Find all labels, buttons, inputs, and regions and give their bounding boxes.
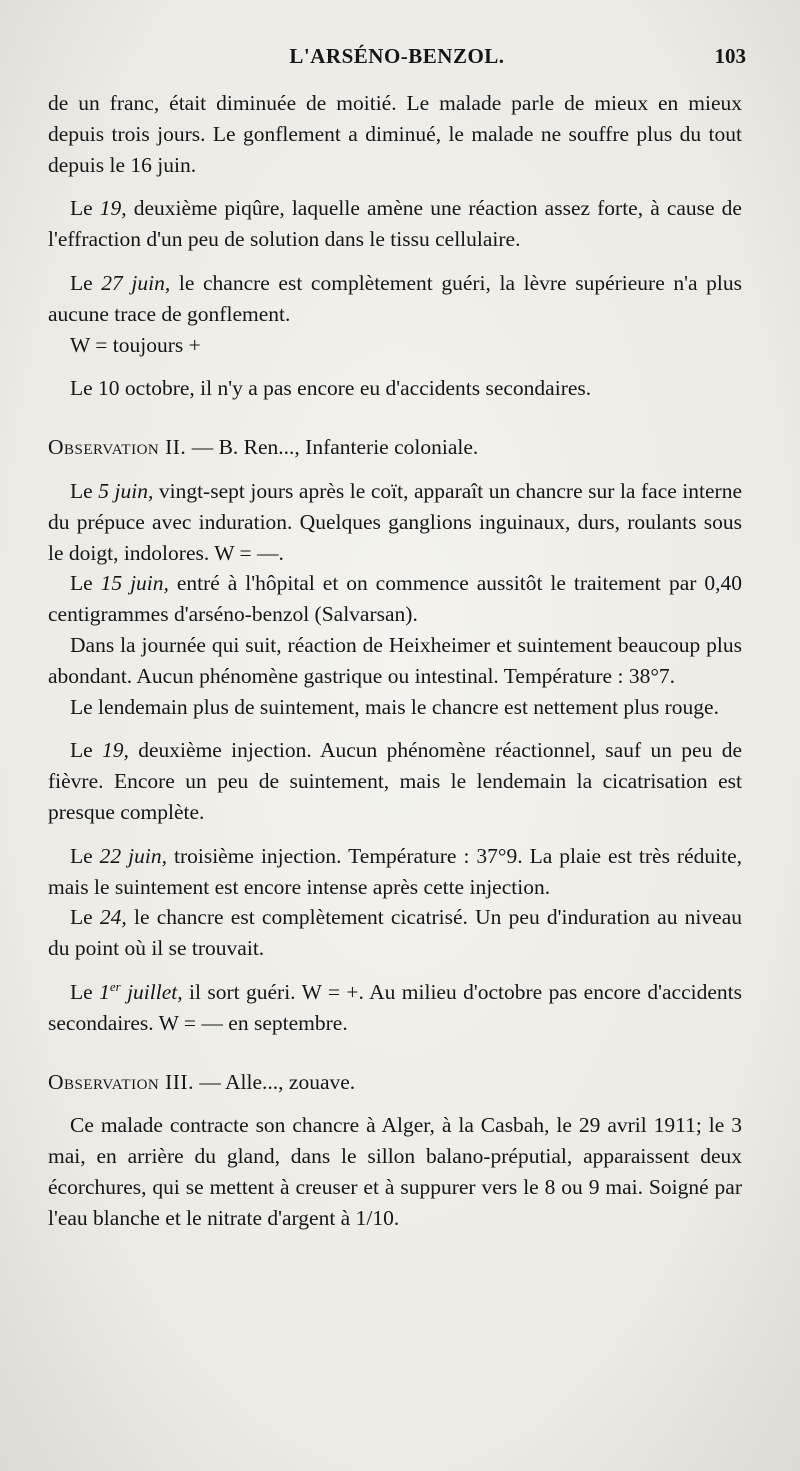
paragraph-second-injection-2 [48,735,742,827]
date: 15 juin, [100,571,169,596]
date-number: 1 [99,979,110,1004]
text: le chancre est complètement guéri, la lèvre supérieure n'a plus aucune trace de gonflement. [48,270,742,326]
running-title: L'ARSÉNO-BENZOL. [289,44,505,68]
wassermann-result: W = toujours + [70,332,201,357]
paragraph-treatment [48,568,742,630]
text: entré à l'hôpital et on commence aussitôt le traitement par 0,40 centigrammes d'arséno-benzol (Salvarsan). [48,571,742,627]
date [99,980,183,1004]
text: Le [70,571,101,596]
date: 5 juin, [98,478,154,503]
text: deuxième piqûre, laquelle amène une réaction assez forte, à cause de l'effraction d'un peu de solution dans le tissu cellulaire. [48,196,742,252]
date-month: juillet, [120,979,183,1004]
paragraph-healed [48,268,742,330]
paragraph-reaction: Dans la journée qui suit, réaction de Heixheimer et suintement beaucoup plus abondant. Aucun phénomène gastrique ou intestinal. Température : 38°7. [48,632,742,688]
observation-label: Observation II. [48,435,187,460]
paragraph-chancre [48,476,742,568]
page-number: 103 [714,44,746,68]
paragraph-history: Ce malade contracte son chancre à Alger, à la Casbah, le 29 avril 1911; le 3 mai, en arrière du gland, dans le sillon balano-préputial, apparaissent deux écorchures, qui se mettent à creuser et à suppurer vers le 8 ou 9 mai. Soigné par l'eau blanche et le nitrate d'argent à 1/10. [48,1113,742,1230]
text: Le [70,196,100,221]
date: 19, [102,738,129,763]
text: Le [70,270,102,295]
text: il sort guéri. W = +. Au milieu d'octobre pas encore d'accidents secondaires. W = — en septembre. [48,979,742,1035]
observation-heading [48,432,742,463]
paragraph-discharge [48,977,742,1039]
text: troisième injection. Température : 37°9. La plaie est très réduite, mais le suintement est encore intense après cette injection. [48,843,743,899]
date: 27 juin, [101,270,171,295]
text: Le [70,738,103,763]
paragraph-october: Le 10 octobre, il n'y a pas encore eu d'accidents secondaires. [70,376,592,401]
paragraph-second-injection [48,193,742,255]
text: Le [70,478,99,503]
page-header [48,44,746,74]
date: 22 juin, [99,843,167,868]
page-body [48,88,742,1234]
observation-heading [48,1067,742,1098]
text: vingt-sept jours après le coït, apparaît un chancre sur la face interne du prépuce avec induration. Quelques ganglions inguinaux, durs, roulants sous le doigt, indolores. W = —. [48,478,742,565]
text: Le [70,979,100,1004]
paragraph-next-day: Le lendemain plus de suintement, mais le chancre est nettement plus rouge. [70,694,719,719]
text: deuxième injection. Aucun phénomène réactionnel, sauf un peu de fièvre. Encore un peu de suintement, mais le lendemain la cicatrisation est presque complète. [48,738,742,824]
observation-subject: — B. Ren..., Infanterie coloniale. [186,435,479,460]
observation-subject: — Alle..., zouave. [193,1069,356,1094]
text: Le [70,905,100,930]
date: 24, [99,905,127,930]
text: Le [70,843,100,868]
paragraph-continuation: de un franc, était diminuée de moitié. Le malade parle de mieux en mieux depuis trois jours. Le gonflement a diminué, le malade ne souffre plus du tout depuis le 16 juin. [48,91,742,177]
date: 19, [99,196,127,221]
text: le chancre est complètement cicatrisé. Un peu d'induration au niveau du point où il se trouvait. [48,905,742,961]
paragraph-third-injection [48,841,742,903]
observation-label: Observation III. [48,1069,194,1094]
paragraph-cicatrised [48,902,742,964]
date-ordinal: er [109,978,121,994]
